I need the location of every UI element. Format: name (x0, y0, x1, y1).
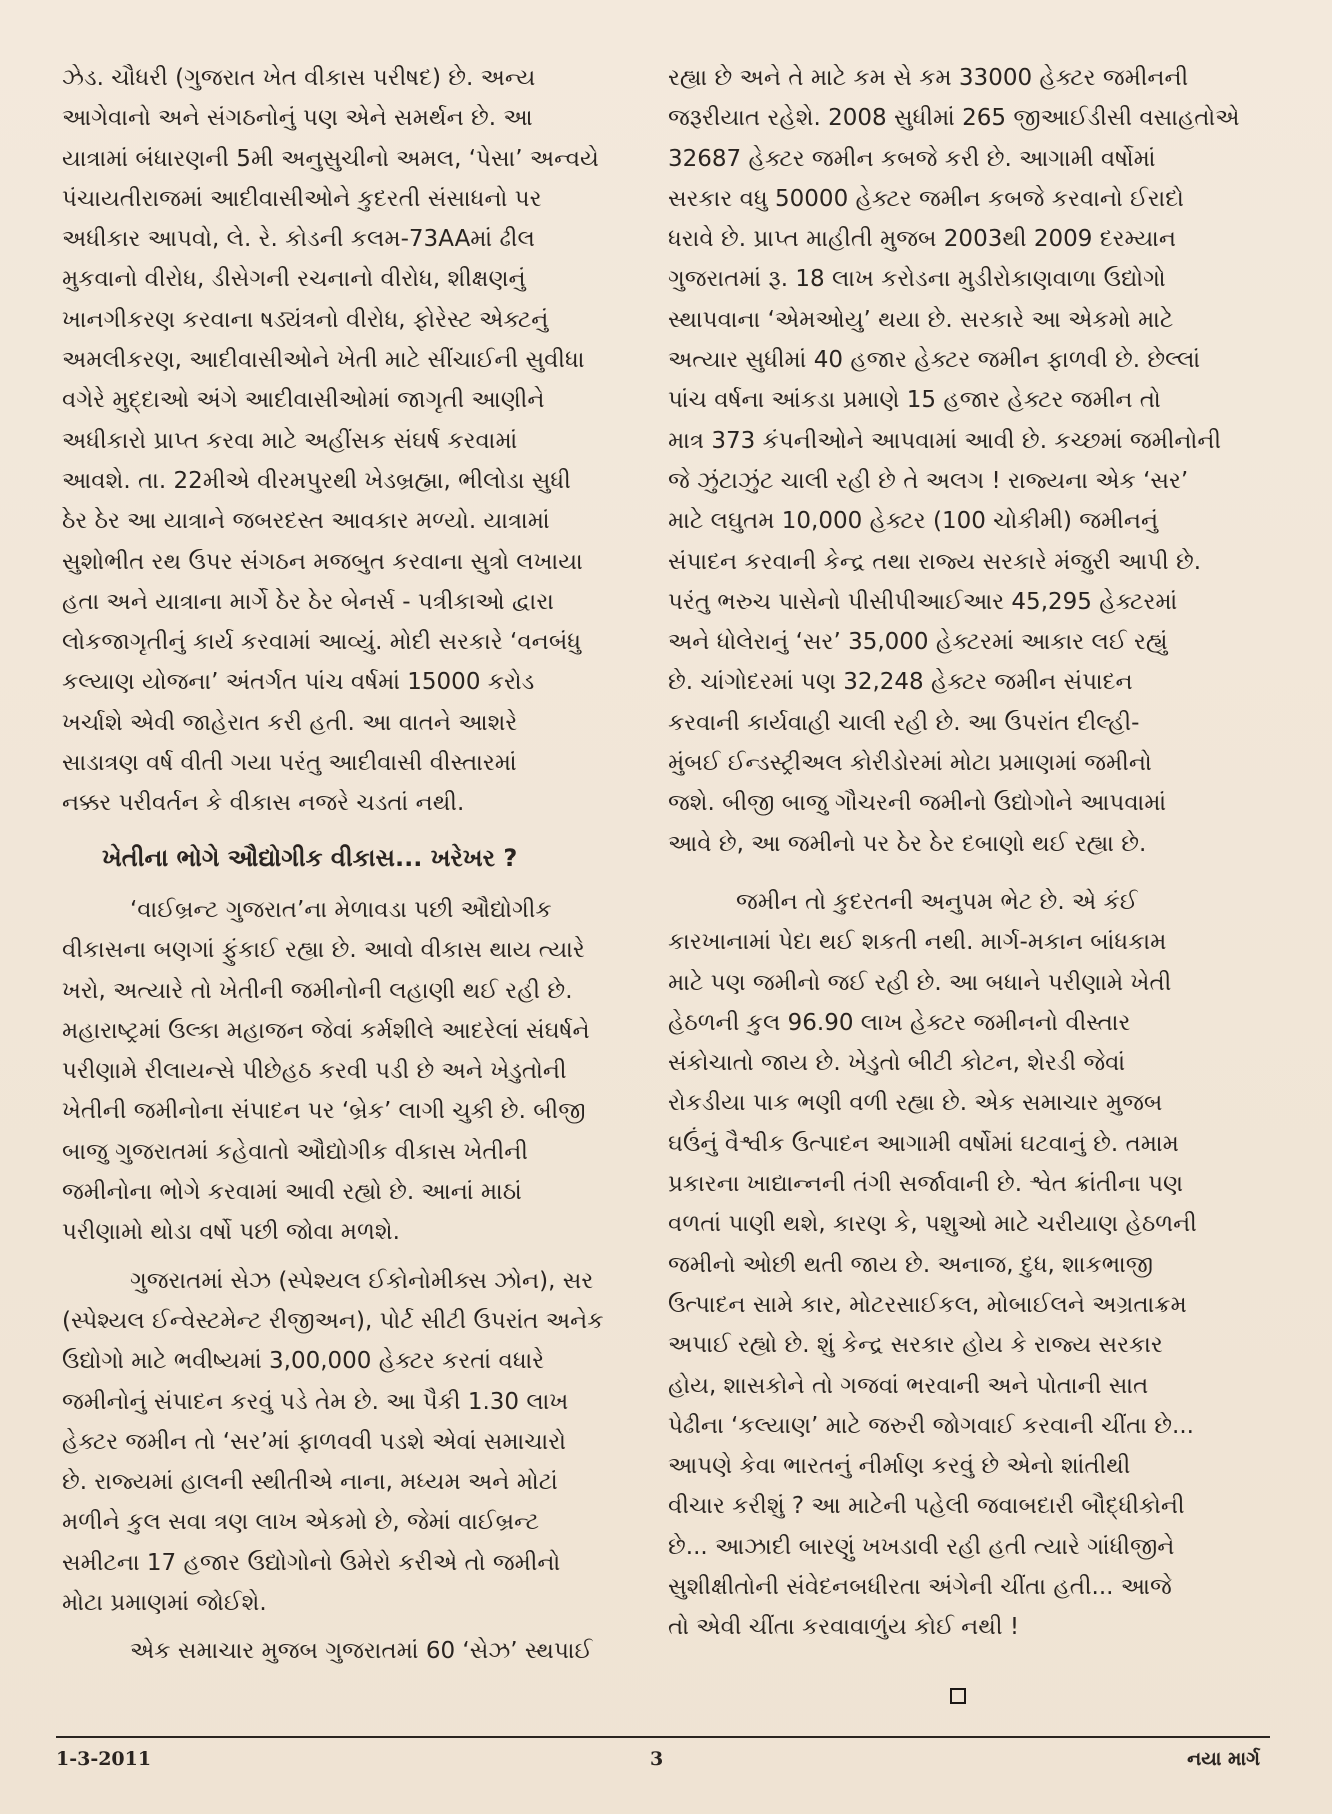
text-line: પાંચ વર્ષના આંકડા પ્રમાણે 15 હજાર હેક્ટર જમીન તો (668, 387, 1161, 414)
text-line: જરૂરીયાત રહેશે. 2008 સુધીમાં 265 જીઆઈડીસી વસાહતોએ (668, 105, 1240, 132)
text-line: ગુજરાતમાં સેઝ (સ્પેશ્યલ ઈકોનોમીક્સ ઝોન), સર (130, 1267, 594, 1294)
text-line: હતા અને યાત્રાના માર્ગે ઠેર ઠેર બેનર્સ - પત્રીકાઓ દ્વારા (62, 588, 554, 615)
text-line: મુકવાનો વીરોધ, ડીસેગની રચનાનો વીરોધ, શીક્ષણનું (62, 266, 526, 293)
text-line: વીચાર કરીશું ? આ માટેની પહેલી જવાબદારી બૌદ્ધીકોની (668, 1493, 1185, 1520)
text-line: ઉત્પાદન સામે કાર, મોટરસાઈકલ, મોબાઈલને અગ્રતાક્રમ (668, 1291, 1187, 1318)
text-line: ખાનગીકરણ કરવાના ષડ્યંત્રનો વીરોધ, ફોરેસ્ટ એક્ટનું (62, 306, 549, 333)
text-line: ખેતીની જમીનોના સંપાદન પર ‘બ્રેક’ લાગી ચુકી છે. બીજી (62, 1098, 586, 1125)
text-line: તો એવી ચીંતા કરવાવાળુંય કોઈ નથી ! (668, 1614, 1020, 1641)
text-line: ખર્ચાશે એવી જાહેરાત કરી હતી. આ વાતને આશરે (62, 709, 518, 736)
text-line: છે... આઝાદી બારણું ખખડાવી રહી હતી ત્યારે ગાંધીજીને (668, 1533, 1175, 1560)
text-line: રોકડીયા પાક ભણી વળી રહ્યા છે. એક સમાચાર મુજબ (668, 1090, 1163, 1117)
text-line: જમીનોનું સંપાદન કરવું પડે તેમ છે. આ પૈકી 1.30 લાખ (62, 1388, 569, 1415)
text-line: સુશોભીત રથ ઉપર સંગઠન મજબુત કરવાના સુત્રો લખાયા (62, 548, 583, 575)
text-line: પરંતુ ભરુચ પાસેનો પીસીપીઆઈઆર 45,295 હેક્ટરમાં (668, 588, 1178, 615)
right-column (668, 58, 1268, 1648)
text-line: બાજુ ગુજરાતમાં કહેવાતો ઔદ્યોગીક વીકાસ ખેતીની (62, 1138, 528, 1165)
text-line: હેક્ટર જમીન તો ‘સર’માં ફાળવવી પડશે એવાં સમાચારો (62, 1428, 566, 1455)
text-line: જમીનો ઓછી થતી જાય છે. અનાજ, દુધ, શાકભાજી (668, 1251, 1154, 1278)
text-line: સાડાત્રણ વર્ષ વીતી ગયા પરંતુ આદીવાસી વીસ્તારમાં (62, 750, 517, 777)
text-line: મુંબઈ ઈન્ડસ્ટ્રીઅલ કોરીડોરમાં મોટા પ્રમાણમાં જમીનો (668, 750, 1152, 777)
publication-name: નયા માર્ગ (1187, 1748, 1260, 1770)
text-line: અમલીકરણ, આદીવાસીઓને ખેતી માટે સીંચાઈની સુવીધા (62, 347, 585, 374)
text-line: આવશે. તા. 22મીએ વીરમપુરથી ખેડબ્રહ્મા, ભીલોડા સુધી (62, 467, 571, 494)
left-paragraph-2 (62, 890, 646, 1253)
text-line: જશે. બીજી બાજુ ગૌચરની જમીનો ઉદ્યોગોને આપવામાં (668, 790, 1167, 817)
text-line: હોય, શાસકોને તો ગજવાં ભરવાની અને પોતાની સાત (668, 1372, 1149, 1399)
text-line: છે. ચાંગોદરમાં પણ 32,248 હેક્ટર જમીન સંપાદન (668, 669, 1133, 696)
text-line: જમીન તો કુદરતની અનુપમ ભેટ છે. એ કંઈ (736, 888, 1138, 915)
text-line: પ્રકારના ખાદ્યાન્નની તંગી સર્જાવાની છે. શ્વેત ક્રાંતીના પણ (668, 1171, 1184, 1198)
text-line: પેઢીના ‘કલ્યાણ’ માટે જરુરી જોગવાઈ કરવાની ચીંતા છે... (668, 1412, 1194, 1439)
text-line: કારખાનામાં પેદા થઈ શકતી નથી. માર્ગ-મકાન બાંધકામ (668, 929, 1167, 956)
text-line: ગુજરાતમાં રૂ. 18 લાખ કરોડના મુડીરોકાણવાળા ઉદ્યોગો (668, 266, 1166, 293)
text-line: આવે છે, આ જમીનો પર ઠેર ઠેર દબાણો થઈ રહ્યા છે. (668, 830, 1147, 857)
text-line: ઘઉંનું વૈશ્વીક ઉત્પાદન આગામી વર્ષોમાં ઘટવાનું છે. તમામ (668, 1130, 1179, 1157)
text-line: આગેવાનો અને સંગઠનોનું પણ એને સમર્થન છે. આ (62, 105, 533, 132)
article-end-mark (950, 1688, 966, 1704)
text-line: પરીણામો થોડા વર્ષો પછી જોવા મળશે. (62, 1219, 400, 1246)
text-line: મળીને કુલ સવા ત્રણ લાખ એકમો છે, જેમાં વાઈબ્રન્ટ (62, 1509, 540, 1536)
text-line: સુશીક્ષીતોની સંવેદનબધીરતા અંગેની ચીંતા હતી... આજે (668, 1573, 1172, 1600)
text-line: ઉદ્યોગો માટે ભવીષ્યમાં 3,00,000 હેક્ટર કરતાં વધારે (62, 1348, 545, 1375)
footer-date: 1-3-2011 (56, 1748, 152, 1770)
text-line: અધીકાર આપવો, લે. રે. કોડની કલમ-73AAમાં ઢીલ (62, 226, 535, 253)
text-line: ‘વાઈબ્રન્ટ ગુજરાત’ના મેળાવડા પછી ઔદ્યોગીક (130, 896, 552, 923)
text-line: ઠેર ઠેર આ યાત્રાને જબરદસ્ત આવકાર મળ્યો. યાત્રામાં (62, 508, 550, 535)
text-line: લોકજાગૃતીનું કાર્ય કરવામાં આવ્યું. મોદી સરકારે ‘વનબંધુ (62, 629, 582, 656)
text-line: વીકાસના બણગાં ફુંકાઈ રહ્યા છે. આવો વીકાસ થાય ત્યારે (62, 937, 585, 964)
text-line: વળતાં પાણી થશે, કારણ કે, પશુઓ માટે ચરીયાણ હેઠળની (668, 1211, 1197, 1238)
page-number: 3 (650, 1748, 664, 1770)
text-line: 32687 હેક્ટર જમીન કબજે કરી છે. આગામી વર્ષોમાં (668, 145, 1156, 172)
text-line: સરકાર વધુ 50000 હેક્ટર જમીન કબજે કરવાનો ઈરાદો (668, 185, 1184, 212)
text-line: જમીનોના ભોગે કરવામાં આવી રહ્યો છે. આનાં માઠાં (62, 1179, 522, 1206)
right-paragraph-2 (668, 882, 1268, 1648)
left-paragraph-3 (62, 1261, 646, 1624)
text-line: રહ્યા છે અને તે માટે કમ સે કમ 33000 હેક્ટર જમીનની (668, 65, 1189, 91)
text-line: વગેરે મુદ્દાઓ અંગે આદીવાસીઓમાં જાગૃતી આણીને (62, 387, 545, 414)
text-line: પરીણામે રીલાયન્સે પીછેહઠ કરવી પડી છે અને ખેડુતોની (62, 1058, 567, 1085)
right-paragraph-1 (668, 58, 1268, 864)
text-line: પંચાયતીરાજમાં આદીવાસીઓને કુદરતી સંસાધનો પર (62, 185, 542, 212)
text-line: મોટા પ્રમાણમાં જોઈશે. (62, 1589, 267, 1616)
text-line: સંકોચાતો જાય છે. ખેડુતો બીટી કોટન, શેરડી જેવાં (668, 1050, 1126, 1077)
footer-rule (56, 1736, 1270, 1738)
left-paragraph-4 (62, 1631, 646, 1671)
text-line: માત્ર 373 કંપનીઓને આપવામાં આવી છે. કચ્છમાં જમીનોની (668, 427, 1222, 454)
text-line: છે. રાજ્યમાં હાલની સ્થીતીએ નાના, મધ્યમ અને મોટાં (62, 1469, 558, 1496)
text-line: અત્યાર સુધીમાં 40 હજાર હેક્ટર જમીન ફાળવી છે. છેલ્લાં (668, 347, 1201, 374)
text-line: આપણે કેવા ભારતનું નીર્માણ કરવું છે એનો શાંતીથી (668, 1453, 1131, 1480)
text-line: ઝેડ. ચૌધરી (ગુજરાત ખેત વીકાસ પરીષદ) છે. અન્ય (62, 65, 536, 91)
text-line: અને ધોલેરાનું ‘સર’ 35,000 હેક્ટરમાં આકાર લઈ રહ્યું (668, 629, 1168, 656)
text-line: હેઠળની કુલ 96.90 લાખ હેક્ટર જમીનનો વીસ્તાર (668, 1009, 1131, 1036)
text-line: એક સમાચાર મુજબ ગુજરાતમાં 60 ‘સેઝ’ સ્થપાઈ (130, 1638, 593, 1665)
text-line: ખરો, અત્યારે તો ખેતીની જમીનોની લહાણી થઈ રહી છે. (62, 977, 573, 1004)
text-line: કલ્યાણ યોજના’ અંતર્ગત પાંચ વર્ષમાં 15000 કરોડ (62, 669, 535, 696)
left-column (62, 58, 646, 1672)
text-line: અધીકારો પ્રાપ્ત કરવા માટે અહીંસક સંઘર્ષ કરવામાં (62, 427, 518, 454)
text-line: સ્થાપવાના ‘એમઓયુ’ થયા છે. સરકારે આ એકમો માટે (668, 306, 1174, 333)
left-paragraph-1 (62, 58, 646, 824)
text-line: કરવાની કાર્યવાહી ચાલી રહી છે. આ ઉપરાંત દીલ્હી- (668, 709, 1140, 736)
text-line: યાત્રામાં બંધારણની 5મી અનુસુચીનો અમલ, ‘પેસા’ અન્વયે (62, 145, 599, 172)
text-line: અપાઈ રહ્યો છે. શું કેન્દ્ર સરકાર હોય કે રાજ્ય સરકાર (668, 1332, 1163, 1359)
text-line: મહારાષ્ટ્રમાં ઉલ્કા મહાજન જેવાં કર્મશીલે આદરેલાં સંઘર્ષને (62, 1017, 590, 1044)
section-subheading: ખેતીના ભોગે ઔદ્યોગીક વીકાસ... ખરેખર ? (102, 843, 518, 872)
text-line: સમીટના 17 હજાર ઉદ્યોગોનો ઉમેરો કરીએ તો જમીનો (62, 1549, 561, 1576)
text-line: (સ્પેશ્યલ ઈન્વેસ્ટમેન્ટ રીજીઅન), પોર્ટ સીટી ઉપરાંત અનેક (62, 1307, 604, 1334)
text-line: માટે લઘુતમ 10,000 હેક્ટર (100 ચોકીમી) જમીનનું (668, 508, 1159, 535)
text-line: ધરાવે છે. પ્રાપ્ત માહીતી મુજબ 2003થી 2009 દરમ્યાન (668, 226, 1176, 253)
text-line: જે ઝુંટાઝુંટ ચાલી રહી છે તે અલગ ! રાજ્યના એક ‘સર’ (668, 467, 1189, 494)
text-line: સંપાદન કરવાની કેન્દ્ર તથા રાજ્ય સરકારે મંજુરી આપી છે. (668, 548, 1202, 575)
text-line: માટે પણ જમીનો જઈ રહી છે. આ બધાને પરીણામે ખેતી (668, 969, 1172, 996)
text-line: નક્કર પરીવર્તન કે વીકાસ નજરે ચડતાં નથી. (62, 790, 465, 817)
